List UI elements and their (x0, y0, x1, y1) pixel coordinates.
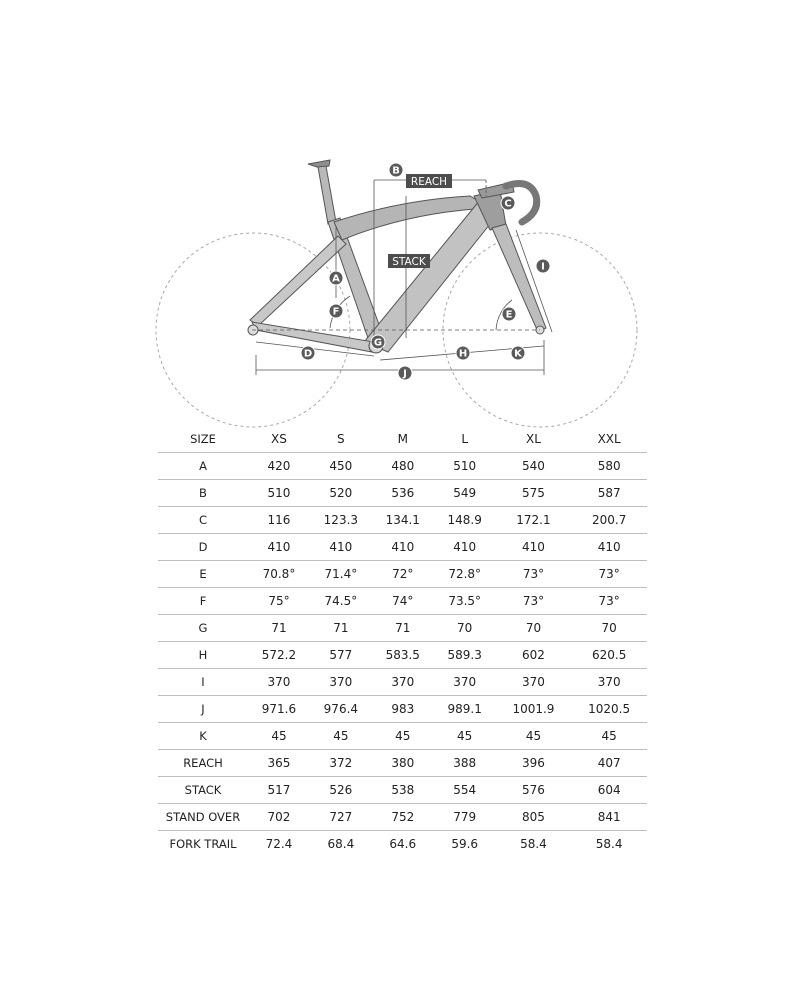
row-label: J (158, 696, 248, 723)
table-cell: 116 (248, 507, 310, 534)
size-col-xl: XL (526, 432, 541, 446)
table-cell: 45 (434, 723, 496, 750)
table-cell: 370 (434, 669, 496, 696)
table-row (158, 804, 647, 831)
table-cell: 370 (248, 669, 310, 696)
table-cell: 172.1 (496, 507, 572, 534)
table-cell: 45 (571, 723, 647, 750)
row-label: A (158, 453, 248, 480)
table-row (158, 696, 647, 723)
table-cell: 59.6 (434, 831, 496, 858)
table-cell: 554 (434, 777, 496, 804)
table-cell: 587 (571, 480, 647, 507)
row-label: G (158, 615, 248, 642)
table-cell: 410 (248, 534, 310, 561)
table-cell: 983 (372, 696, 434, 723)
table-cell: 517 (248, 777, 310, 804)
table-cell: 752 (372, 804, 434, 831)
dimension-marker-label: G (373, 337, 383, 349)
table-cell: 58.4 (571, 831, 647, 858)
table-cell: 540 (496, 453, 572, 480)
table-cell: 410 (434, 534, 496, 561)
table-cell: 370 (571, 669, 647, 696)
table-cell: 510 (248, 480, 310, 507)
size-col-m: M (397, 432, 408, 446)
table-cell: 410 (571, 534, 647, 561)
size-col-l: L (461, 432, 469, 446)
table-cell: 396 (496, 750, 572, 777)
header-row (158, 426, 647, 453)
table-cell: 407 (571, 750, 647, 777)
table-cell: 73° (571, 588, 647, 615)
dimension-marker-label: A (332, 273, 340, 285)
row-label: K (158, 723, 248, 750)
table-cell: 380 (372, 750, 434, 777)
dimension-marker-label: B (392, 165, 400, 177)
table-row (158, 723, 647, 750)
table-cell: 45 (248, 723, 310, 750)
size-col-xs: XS (271, 432, 287, 446)
table-cell: 72.4 (248, 831, 310, 858)
table-cell: 779 (434, 804, 496, 831)
table-cell: 510 (434, 453, 496, 480)
table-cell: 71.4° (310, 561, 372, 588)
bike-geometry-diagram (0, 0, 800, 430)
row-label: H (158, 642, 248, 669)
table-cell: 70.8° (248, 561, 310, 588)
stack-label: STACK (392, 256, 426, 268)
table-row (158, 453, 647, 480)
table-cell: 73° (496, 561, 572, 588)
table-row (158, 588, 647, 615)
table-cell: 580 (571, 453, 647, 480)
row-label: E (158, 561, 248, 588)
table-cell: 572.2 (248, 642, 310, 669)
table-cell: 971.6 (248, 696, 310, 723)
table-cell: 148.9 (434, 507, 496, 534)
table-row (158, 534, 647, 561)
table-cell: 538 (372, 777, 434, 804)
dimension-marker-label: E (505, 309, 513, 321)
table-cell: 64.6 (372, 831, 434, 858)
table-cell: 71 (248, 615, 310, 642)
table-cell: 841 (571, 804, 647, 831)
table-cell: 604 (571, 777, 647, 804)
table-row (158, 642, 647, 669)
row-label: FORK TRAIL (158, 831, 248, 858)
table-cell: 536 (372, 480, 434, 507)
table-cell: 73° (496, 588, 572, 615)
table-cell: 1020.5 (571, 696, 647, 723)
table-cell: 576 (496, 777, 572, 804)
table-cell: 71 (310, 615, 372, 642)
table-cell: 74.5° (310, 588, 372, 615)
table-cell: 1001.9 (496, 696, 572, 723)
table-cell: 74° (372, 588, 434, 615)
table-cell: 620.5 (571, 642, 647, 669)
table-row (158, 615, 647, 642)
table-cell: 68.4 (310, 831, 372, 858)
table-cell: 372 (310, 750, 372, 777)
table-cell: 370 (372, 669, 434, 696)
row-label: D (158, 534, 248, 561)
dimension-marker-label: J (403, 368, 407, 380)
table-cell: 134.1 (372, 507, 434, 534)
table-cell: 365 (248, 750, 310, 777)
table-cell: 702 (248, 804, 310, 831)
table-cell: 58.4 (496, 831, 572, 858)
table-cell: 549 (434, 480, 496, 507)
dimension-marker-label: K (514, 348, 522, 360)
table-body (158, 453, 647, 858)
table-cell: 70 (434, 615, 496, 642)
dimension-marker-label: H (458, 348, 468, 360)
row-label: STACK (158, 777, 248, 804)
table-cell: 450 (310, 453, 372, 480)
table-cell: 200.7 (571, 507, 647, 534)
row-label: F (158, 588, 248, 615)
table-cell: 420 (248, 453, 310, 480)
dimension-marker-label: I (541, 261, 545, 273)
table-cell: 75° (248, 588, 310, 615)
table-cell: 583.5 (372, 642, 434, 669)
row-label: STAND OVER (158, 804, 248, 831)
table-cell: 72° (372, 561, 434, 588)
table-row (158, 777, 647, 804)
size-corner-label: SIZE (190, 432, 216, 446)
row-label: B (158, 480, 248, 507)
table-cell: 73.5° (434, 588, 496, 615)
reach-label: REACH (410, 176, 448, 188)
row-label: I (158, 669, 248, 696)
table-cell: 805 (496, 804, 572, 831)
table-cell: 577 (310, 642, 372, 669)
table-cell: 480 (372, 453, 434, 480)
table-cell: 370 (496, 669, 572, 696)
table-cell: 526 (310, 777, 372, 804)
row-label: C (158, 507, 248, 534)
table-row (158, 561, 647, 588)
table-cell: 989.1 (434, 696, 496, 723)
table-row (158, 669, 647, 696)
table-cell: 727 (310, 804, 372, 831)
table-cell: 45 (310, 723, 372, 750)
table-cell: 45 (496, 723, 572, 750)
table-cell: 45 (372, 723, 434, 750)
dimension-marker-label: C (504, 198, 512, 210)
table-cell: 370 (310, 669, 372, 696)
table-cell: 123.3 (310, 507, 372, 534)
table-cell: 602 (496, 642, 572, 669)
size-chart-table (158, 426, 647, 857)
dimension-marker-label: F (332, 306, 340, 318)
table-cell: 589.3 (434, 642, 496, 669)
table-row (158, 507, 647, 534)
size-col-s: S (337, 432, 345, 446)
table-cell: 976.4 (310, 696, 372, 723)
table-row (158, 750, 647, 777)
table-cell: 410 (496, 534, 572, 561)
table-cell: 575 (496, 480, 572, 507)
table-cell: 70 (571, 615, 647, 642)
table-cell: 520 (310, 480, 372, 507)
table-row (158, 480, 647, 507)
dimension-marker-label: D (303, 348, 313, 360)
table-cell: 73° (571, 561, 647, 588)
row-label: REACH (158, 750, 248, 777)
table-cell: 70 (496, 615, 572, 642)
table-cell: 410 (310, 534, 372, 561)
table-cell: 410 (372, 534, 434, 561)
size-col-xxl: XXL (597, 432, 621, 446)
table-cell: 72.8° (434, 561, 496, 588)
table-cell: 388 (434, 750, 496, 777)
table-row (158, 831, 647, 858)
table-cell: 71 (372, 615, 434, 642)
